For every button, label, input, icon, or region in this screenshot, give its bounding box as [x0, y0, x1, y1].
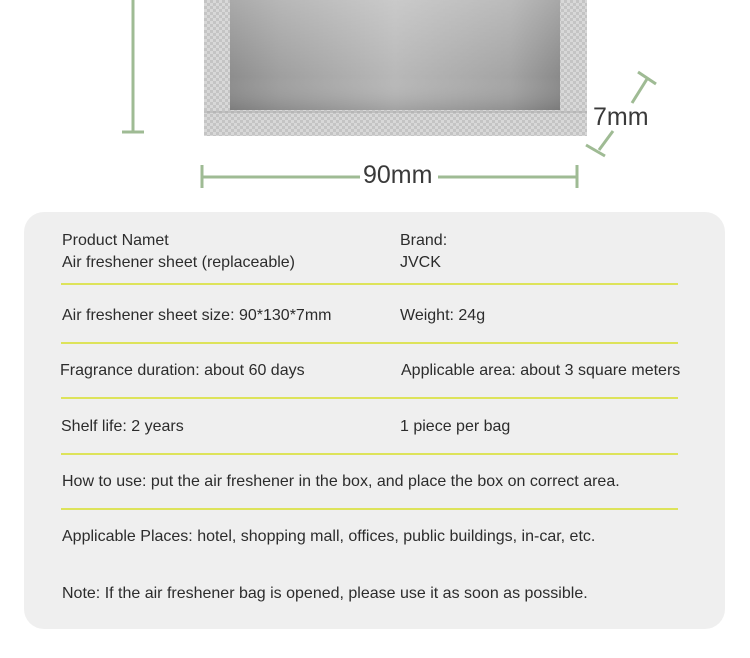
- usage-note: Note: If the air freshener bag is opened, please use it as soon as possible.: [62, 585, 588, 602]
- applicable-places-spec: Applicable Places: hotel, shopping mall, offices, public buildings, in-car, etc.: [62, 528, 596, 545]
- height-dimension-line: [122, 0, 144, 132]
- pieces-per-bag-spec: 1 piece per bag: [400, 418, 511, 435]
- depth-dimension-label: 7mm: [593, 103, 649, 131]
- spec-divider: [61, 342, 678, 344]
- spec-divider: [61, 283, 678, 285]
- product-dimension-figure: [0, 0, 750, 200]
- how-to-use-spec: How to use: put the air freshener in the box, and place the box on correct area.: [62, 473, 620, 490]
- product-name-label: Product Namet: [62, 232, 169, 249]
- product-name-value: Air freshener sheet (replaceable): [62, 254, 296, 271]
- spec-divider: [61, 453, 678, 455]
- applicable-area-spec: Applicable area: about 3 square meters: [401, 362, 681, 379]
- spec-divider: [61, 508, 678, 510]
- fragrance-duration-spec: Fragrance duration: about 60 days: [60, 362, 305, 379]
- shelf-life-spec: Shelf life: 2 years: [61, 418, 184, 435]
- brand-value: JVCK: [400, 254, 441, 271]
- weight-spec: Weight: 24g: [400, 307, 486, 324]
- specification-card: [24, 212, 725, 629]
- sheet-size-spec: Air freshener sheet size: 90*130*7mm: [62, 307, 332, 324]
- spec-divider: [61, 397, 678, 399]
- brand-label: Brand:: [400, 232, 448, 249]
- width-dimension-label: 90mm: [360, 163, 435, 188]
